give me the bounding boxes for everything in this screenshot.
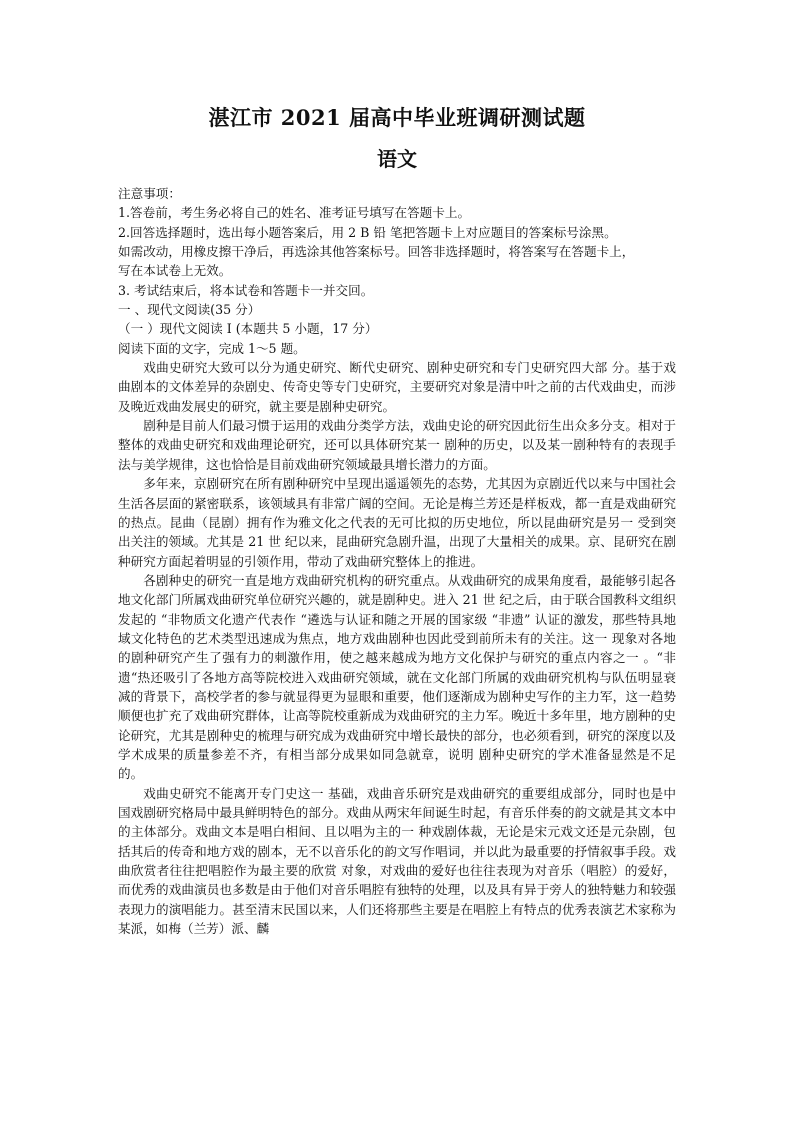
passage-paragraph-3: 多年来，京剧研究在所有剧种研究中呈现出遥遥领先的态势，尤其因为京剧近代以来与中国社会生活各层面的紧密联系，该领域具有非常广阔的空间。无论是梅兰芳还是样板戏，都一直是戏曲研究的热点。昆曲（昆剧）拥有作为雅文化之代表的无可比拟的历史地位，所以昆曲研究是另一 受到突出关注的领域。尤其是 21 世 纪以来，昆曲研究急剧升温，出现了大量相关的成果。京、昆研究在剧种研究方面起着明显的引领作用，带动了戏曲研究整体上的推进。 <box>118 476 676 569</box>
notes-item: 3. 考试结束后，将本试卷和答题卡一并交回。 <box>118 282 374 298</box>
section-title: 一 、现代文阅读(35 分） <box>118 302 261 318</box>
passage-paragraph-1: 戏曲史研究大致可以分为通史研究、断代史研究、剧种史研究和专门史研究四大部 分。基于戏曲剧本的文体差异的杂剧史、传奇史等专门史研究，主要研究对象是清中叶之前的古代戏曲史，而涉及晚近戏曲发展史的研究，就主要是剧种史研究。 <box>118 360 676 414</box>
exam-title: 湛江市 2021 届高中毕业班调研测试题 <box>208 105 586 130</box>
passage-paragraph-2: 剧种是目前人们最习惯于运用的戏曲分类学方法，戏曲史论的研究因此衍生出众多分支。相对于整体的戏曲史研究和戏曲理论研究，还可以具体研究某一 剧种的历史，以及某一剧种特有的表现手法与美学规律，这也恰恰是目前戏曲研究领域最具增长潜力的方面。 <box>118 418 676 472</box>
section-instruction: 阅读下面的文字，完成 1～5 题。 <box>118 340 306 356</box>
subject-title: 语文 <box>377 147 417 171</box>
notes-heading: 注意事项： <box>118 186 181 201</box>
passage-paragraph-5: 戏曲史研究不能离开专门史这一 基础，戏曲音乐研究是戏曲研究的重要组成部分，同时也是中国戏剧研究格局中最具鲜明特色的部分。戏曲从两宋年间诞生时起，有音乐伴奏的韵文就是其文本中的主体部分。戏曲文本是唱白相间、且以唱为主的一 种戏剧体裁，无论是宋元戏文还是元杂剧，包括其后的传奇和地方戏的剧本，无不以音乐化的韵文写作唱词，并以此为最重要的抒情叙事手段。戏曲欣赏者往往把唱腔作为最主要的欣赏 对象，对戏曲的爱好也往往表现为对音乐（唱腔）的爱好，而优秀的戏曲演员也多数是由于他们对音乐唱腔有独特的处理，以及具有异于旁人的独特魅力和较强表现力的演唱能力。甚至清末民国以来，人们还将那些主要是在唱腔上有特点的优秀表演艺术家称为某派，如梅（兰芳）派、麟 <box>118 785 676 937</box>
section-subtitle: （一 ）现代文阅读 I (本题共 5 小题，17 分） <box>118 321 378 337</box>
notes-item: 1.答卷前，考生务必将自己的姓名、准考证号填写在答题卡上。 <box>118 205 471 221</box>
notes-item: 2.回答选择题时，选出每小题答案后，用 2 B 铅 笔把答题卡上对应题目的答案标号涂黑。 <box>118 224 617 240</box>
passage-paragraph-4: 各剧种史的研究一直是地方戏曲研究机构的研究重点。从戏曲研究的成果角度看，最能够引起各地文化部门所属戏曲研究单位研究兴趣的，就是剧种史。进入 21 世 纪之后，由于联合国教科文组织发起的 “非物质文化遗产代表作 “遴选与认证和随之开展的国家级 “非遗” 认证的激发，那些特具地域文化特色的艺术类型迅速成为焦点，地方戏曲剧种也因此受到前所未有的关注。这一 现象对各地的剧种研究产生了强有力的刺激作用，使之越来越成为地方文化保护与研究的重点内容之一 。“非遗“热还吸引了各地方高等院校进入戏曲研究领域，就在文化部门所属的戏曲研究机构与队伍明显衰减的背景下，高校学者的参与就显得更为显眼和重要，他们逐渐成为剧种史写作的主力军，这一趋势顺便也扩充了戏曲研究群体，让高等院校重新成为戏曲研究的主力军。晚近十多年里，地方剧种的史论研究，尤其是剧种史的梳理与研究成为戏曲研究中增长最快的部分，也必须看到，研究的深度以及学术成果的质量参差不齐，有相当部分成果如同急就章，说明 剧种史研究的学术准备显然是不足的。 <box>118 572 676 782</box>
exam-body <box>118 184 676 938</box>
notes-item: 写在本试卷上无效。 <box>118 263 232 279</box>
notes-item: 如需改动，用橡皮擦干净后，再选涂其他答案标号。回答非选择题时，将答案写在答题卡上， <box>118 244 635 260</box>
